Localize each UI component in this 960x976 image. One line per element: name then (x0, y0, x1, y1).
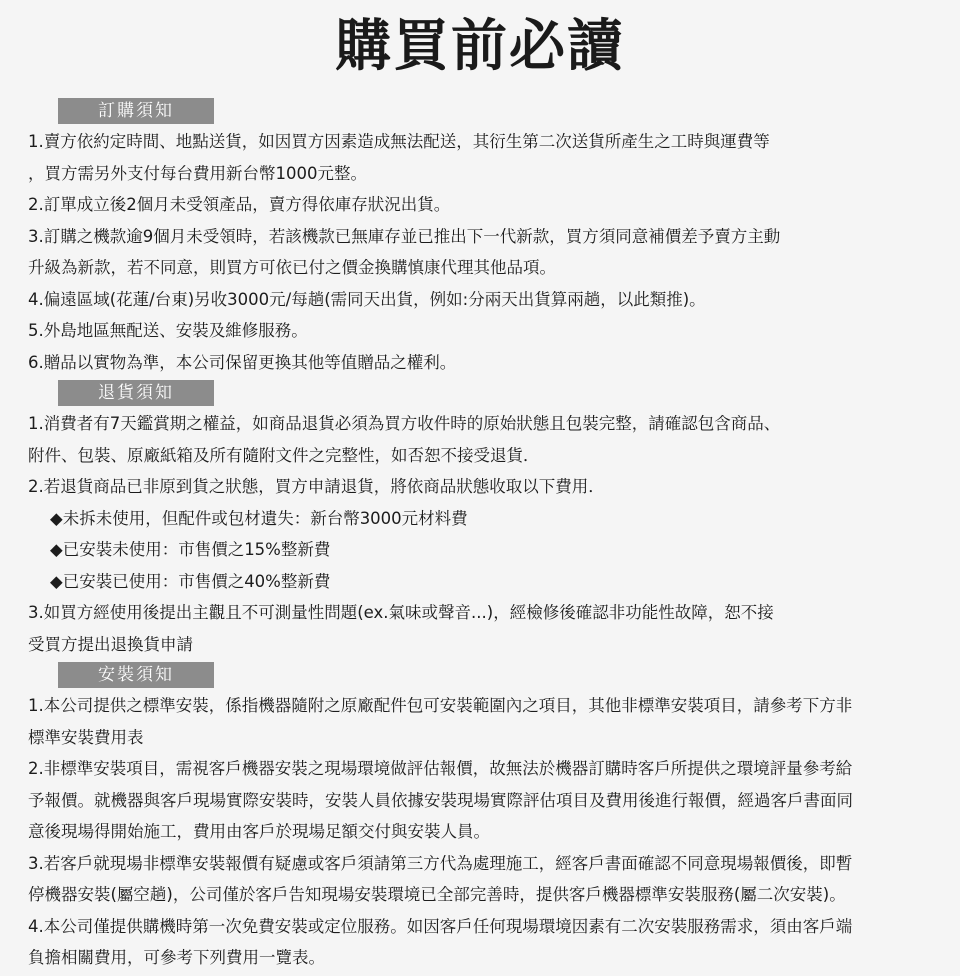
list-item: 1.本公司提供之標準安裝，係指機器隨附之原廠配件包可安裝範圍內之項目，其他非標準安裝項目，請參考下方非 標準安裝費用表 (28, 696, 853, 747)
section-header-installation: 安裝須知 (58, 662, 214, 688)
list-item: 2.非標準安裝項目，需視客戶機器安裝之現場環境做評估報價，故無法於機器訂購時客戶所提供之環境評量參考給 予報價。就機器與客戶現場實際安裝時，安裝人員依據安裝現場實際評估項目及費用後進行報價，經過客戶書面同 意後現場得開始施工，費用由客戶於現場足額交付與安裝人員。 (28, 759, 853, 841)
list-item: 3.若客戶就現場非標準安裝報價有疑慮或客戶須請第三方代為處理施工，經客戶書面確認不同意現場報價後，即暫 停機器安裝(屬空趟)，公司僅於客戶告知現場安裝環境已全部完善時，提供客戶機器標準安裝服務(屬二次安裝)。 (28, 853, 853, 904)
list-item: 1.賣方依約定時間、地點送貨，如因買方因素造成無法配送，其衍生第二次送貨所產生之工時與運費等 ，買方需另外支付每台費用新台幣1000元整。 (28, 132, 770, 183)
fee-bullet-item: ◆已安裝未使用：市售價之15%整新費 (50, 540, 331, 559)
list-item: 2.訂單成立後2個月未受領產品，賣方得依庫存狀況出貨。 (28, 195, 451, 214)
fee-bullet-item: ◆已安裝已使用：市售價之40%整新費 (50, 571, 331, 591)
section-header-returns: 退貨須知 (58, 380, 214, 406)
list-item: 4.本公司僅提供購機時第一次免費安裝或定位服務。如因客戶任何現場環境因素有二次安裝服務需求，須由客戶端 負擔相關費用，可參考下列費用一覽表。 (28, 916, 853, 967)
list-item: 3.訂購之機款逾9個月未受領時，若該機款已無庫存並已推出下一代新款，買方須同意補價差予賣方主動 升級為新款，若不同意，則買方可依已付之價金換購慎康代理其他品項。 (28, 226, 781, 277)
section-header-ordering: 訂購須知 (58, 98, 214, 124)
fee-bullet-item: ◆未拆未使用，但配件或包材遺失：新台幣3000元材料費 (50, 508, 468, 528)
list-item: 6.贈品以實物為準，本公司保留更換其他等值贈品之權利。 (28, 352, 457, 372)
installation-notice-list (28, 690, 938, 974)
returns-notice-list (28, 408, 938, 660)
notice-content (28, 98, 938, 976)
list-item: 1.消費者有7天鑑賞期之權益，如商品退貨必須為買方收件時的原始狀態且包裝完整，請確認包含商品、 附件、包裝、原廠紙箱及所有隨附文件之完整性，如否恕不接受退貨． (28, 414, 781, 465)
ordering-notice-list (28, 126, 938, 378)
list-item: 4.偏遠區域(花蓮/台東)另收3000元/每趟(需同天出貨，例如:分兩天出貨算兩趟，以此類推)。 (28, 289, 706, 309)
list-item: 2.若退貨商品已非原到貨之狀態，買方申請退貨，將依商品狀態收取以下費用． (28, 477, 605, 496)
page-title: 購買前必讀 (335, 13, 625, 79)
list-item: 5.外島地區無配送、安裝及維修服務。 (28, 321, 308, 340)
list-item: 3.如買方經使用後提出主觀且不可測量性問題(ex.氣味或聲音...)，經檢修後確認非功能性故障，恕不接 受買方提出退換貨申請 (28, 603, 774, 654)
